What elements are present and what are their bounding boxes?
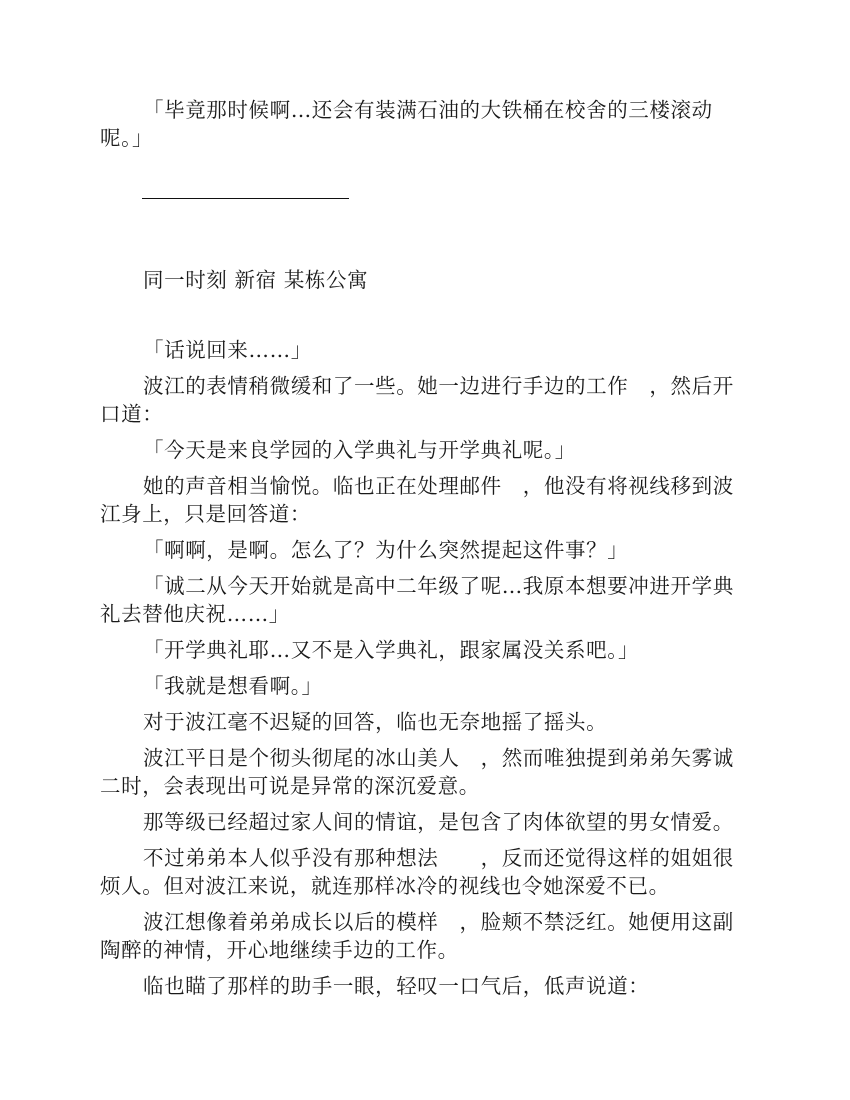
paragraph: 「我就是想看啊。」 xyxy=(143,674,323,698)
paragraph: 不过弟弟本人似乎没有那种想法 ，反而还觉得这样的姐姐很烦人。但对波江来说，就连那样冰冷的视线也令她深爱不已。 xyxy=(100,846,734,898)
section-separator xyxy=(100,194,750,222)
paragraph: 「今天是来良学园的入学典礼与开学典礼呢。」 xyxy=(143,438,576,462)
paragraph: 临也瞄了那样的助手一眼，轻叹一口气后，低声说道： xyxy=(143,974,650,998)
paragraph: 「啊啊，是啊。怎么了？为什么突然提起这件事？」 xyxy=(143,538,629,562)
paragraph: 那等级已经超过家人间的情谊，是包含了肉体欲望的男女情爱。 xyxy=(143,810,734,834)
paragraph: 波江想像着弟弟成长以后的模样 ，脸颊不禁泛红。她便用这副陶醉的神情，开心地继续手边的工作。 xyxy=(100,910,734,962)
document-page xyxy=(100,96,750,1008)
paragraph: 「开学典礼耶…又不是入学典礼，跟家属没关系吧。」 xyxy=(143,638,640,662)
paragraph: 对于波江毫不迟疑的回答，临也无奈地摇了摇头。 xyxy=(143,710,608,734)
opening-paragraph: 「毕竟那时候啊…还会有装满石油的大铁桶在校舍的三楼滚动呢。」 xyxy=(100,98,713,150)
body-text xyxy=(100,336,750,1000)
paragraph: 波江的表情稍微缓和了一些。她一边进行手边的工作 ，然后开口道： xyxy=(100,374,734,426)
scene-heading: 同一时刻 新宿 某栋公寓 xyxy=(143,268,369,292)
paragraph: 波江平日是个彻头彻尾的冰山美人 ，然而唯独提到弟弟矢雾诚二时，会表现出可说是异常的深沉爱意。 xyxy=(100,746,734,798)
paragraph: 她的声音相当愉悦。临也正在处理邮件 ，他没有将视线移到波江身上，只是回答道： xyxy=(100,474,734,526)
paragraph: 「话说回来……」 xyxy=(143,338,312,362)
separator-rule xyxy=(142,198,349,199)
paragraph: 「诚二从今天开始就是高中二年级了呢…我原本想要冲进开学典礼去替他庆祝……」 xyxy=(100,574,734,626)
